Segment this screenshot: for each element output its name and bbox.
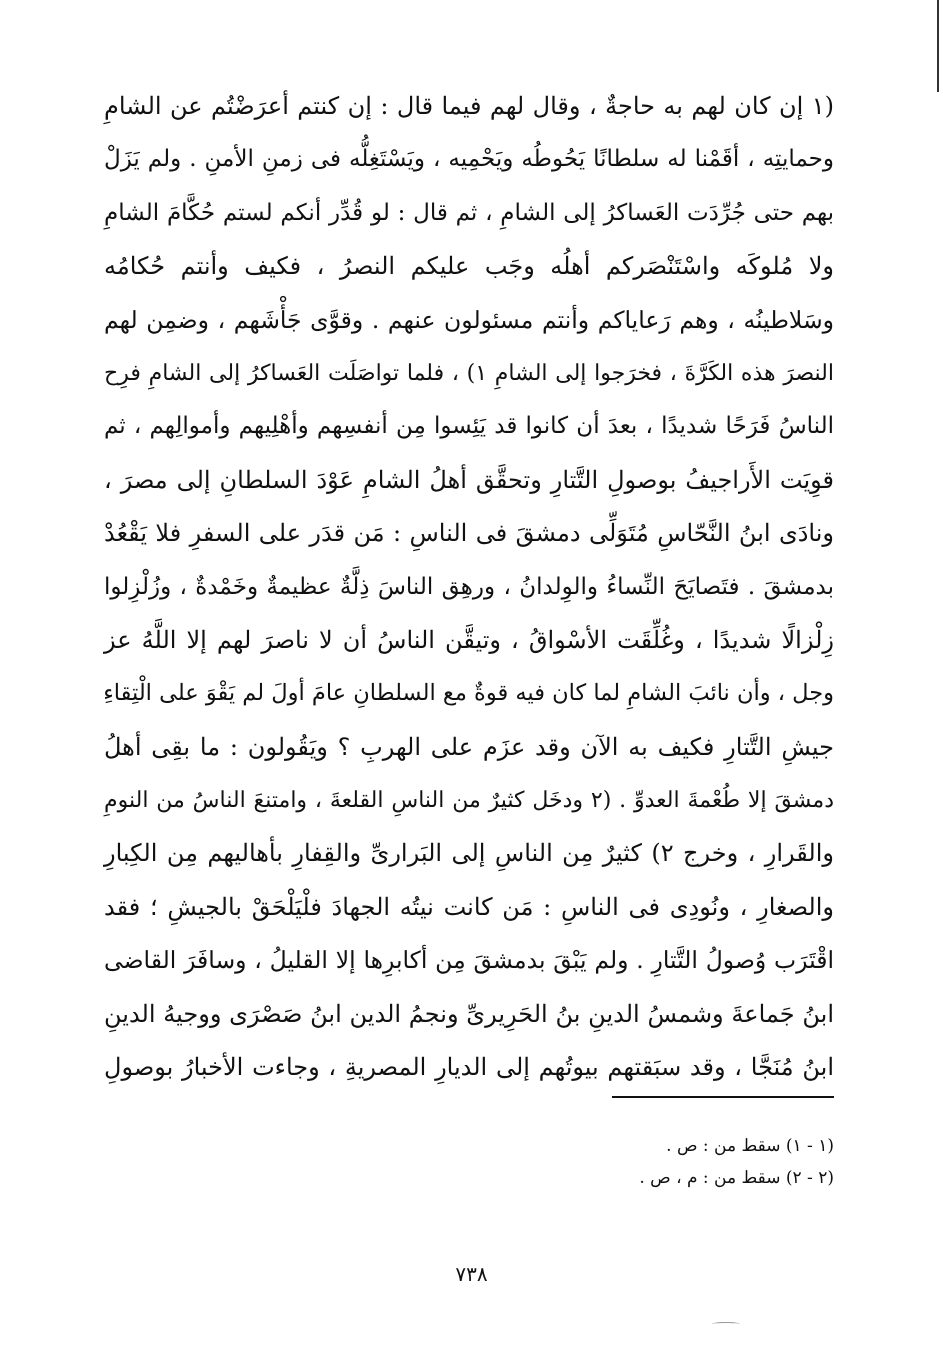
text-line: ولا مُلوكَه واسْتَنْصَركم أهلُه وجَب عليكم النصرُ ، فكيف وأنتم حُكامُه (104, 252, 834, 281)
text-line: ابنُ جَماعةَ وشمسُ الدينِ بنُ الحَرِيرىِّ ونجمُ الدين ابنُ صَصْرَى ووجيهُ الدينِ (104, 999, 834, 1028)
text-line: زِلْزالًا شديدًا ، وغُلِّقَت الأسْواقُ ، وتيقَّن الناسُ أن لا ناصرَ لهم إلا اللَّهُ عز (104, 625, 834, 654)
text-line: ونادَى ابنُ النَّحّاسِ مُتَوَلِّى دمشقَ فى الناسِ : مَن قدَر على السفرِ فلا يَقْعُدْ (104, 519, 834, 548)
text-line: النصرَ هذه الكَرَّةَ ، فخرَجوا إلى الشامِ ١) ، فلما تواصَلَت العَساكرُ إلى الشامِ فرِح (104, 360, 834, 386)
footnotes (300, 1130, 834, 1194)
text-line: وجل ، وأن نائبَ الشامِ لما كان فيه قوةٌ مع السلطانِ عامَ أولَ لم يَقْوَ على الْتِقاءِ (103, 680, 834, 707)
text-line: بهم حتى جُرِّدَت العَساكرُ إلى الشامِ ، ثم قال : لو قُدِّر أنكم لستم حُكَّامَ الشامِ (104, 199, 835, 226)
text-line: وسَلاطينُه ، وهم رَعاياكم وأنتم مسئولون عنهم . وقوَّى جَأْشَهم ، وضمِن لهم (104, 305, 834, 334)
text-line: ابنُ مُنَجَّا ، وقد سبَقتهم بيوتُهم إلى الديارِ المصريةِ ، وجاءت الأخبارُ بوصولِ (104, 1053, 834, 1082)
text-line: وحمايتِه ، أقَمْنا له سلطانًا يَحُوطُه ويَحْمِيه ، ويَسْتَغِلُّه فى زمنِ الأمنِ . ولم يَزَلْ (104, 146, 834, 173)
text-line: الناسُ فَرَحًا شديدًا ، بعدَ أن كانوا قد يَئِسوا مِن أنفسِهم وأهْلِيهم وأموالِهم ، ثم (104, 413, 834, 440)
footnote: (٢ - ٢) سقط من : م ، ص . (639, 1168, 834, 1188)
page-edge-mark (937, 0, 939, 92)
text-line: جيشِ التَّتارِ فكيف به الآن وقد عزَم على الهربِ ؟ ويَقُولون : ما بقِى أهلُ (104, 732, 834, 761)
text-line: والصغارِ ، ونُودِى فى الناسِ : مَن كانت نيتُه الجهادَ فلْيَلْحَقْ بالجيشِ ؛ فقد (104, 892, 834, 921)
text-line: بدمشقَ . فتَصايَحَ النِّساءُ والوِلدانُ ، ورهِق الناسَ ذِلَّةٌ عظيمةٌ وخَمْدةٌ ، وزُلْزِلوا (104, 573, 834, 600)
footnote: (١ - ١) سقط من : ص . (666, 1136, 834, 1156)
text-line: دمشقَ إلا طُعْمةَ العدوِّ . (٢ ودخَل كثيرٌ من الناسِ القلعةَ ، وامتنعَ الناسُ من النومِ (104, 788, 834, 814)
body-text (104, 80, 834, 1094)
text-line: قوِيَت الأَراجيفُ بوصولِ التَّتارِ وتحقَّق أهلُ الشامِ عَوْدَ السلطانِ إلى مصرَ ، (104, 465, 834, 494)
footnote-divider (612, 1096, 834, 1098)
text-line: والقَرارِ ، وخرج ٢) كثيرٌ مِن الناسِ إلى البَرارىِّ والقِفارِ بأهاليهم مِن الكِبارِ (104, 839, 834, 868)
page-number: ٧٣٨ (455, 1262, 488, 1286)
text-line: اقْتَرَب وُصولُ التَّتارِ . ولم يَبْقَ بدمشقَ مِن أكابرِها إلا القليلُ ، وسافَرَ القاضى (104, 946, 834, 975)
scan-smudge (712, 1322, 740, 1326)
text-line: (١ إن كان لهم به حاجةٌ ، وقال لهم فيما قال : إن كنتم أعرَضْتُم عن الشامِ (104, 92, 834, 120)
